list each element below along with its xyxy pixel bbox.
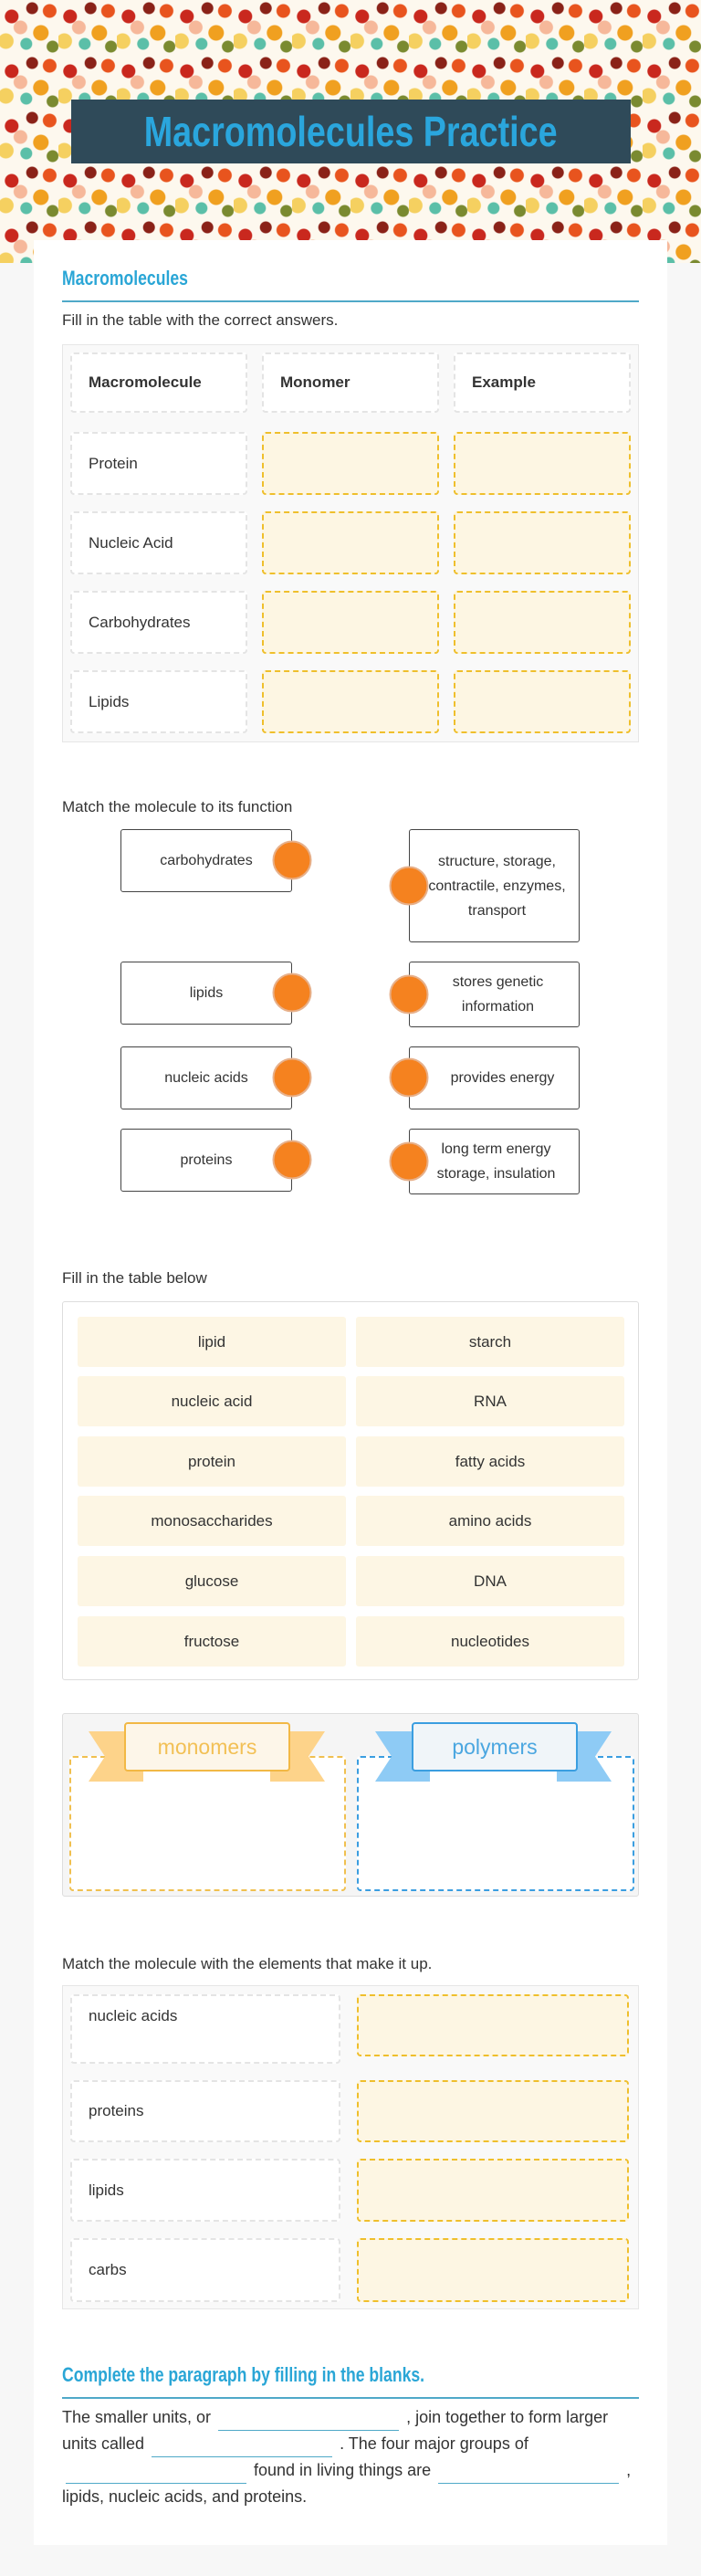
- page-title-banner: [71, 100, 631, 163]
- answer-field[interactable]: [454, 670, 631, 733]
- draggable-item[interactable]: glucose: [78, 1556, 346, 1606]
- blank-input[interactable]: [66, 2464, 246, 2484]
- row-label: Nucleic Acid: [70, 511, 247, 574]
- match-item-right[interactable]: structure, storage, contractile, enzymes, transport: [409, 829, 580, 942]
- connector-dot[interactable]: [273, 1058, 312, 1098]
- paragraph-text: found in living things are: [254, 2461, 432, 2479]
- instruction: Fill in the table below: [62, 1269, 207, 1287]
- blank-input[interactable]: [438, 2464, 619, 2484]
- row-label: nucleic acids: [70, 1994, 340, 2064]
- row-label: Carbohydrates: [70, 591, 247, 654]
- answer-field[interactable]: [454, 511, 631, 574]
- draggable-item[interactable]: nucleic acid: [78, 1376, 346, 1426]
- draggable-item[interactable]: protein: [78, 1436, 346, 1487]
- instruction: Fill in the table with the correct answers.: [62, 311, 339, 329]
- macromolecule-table: [62, 344, 639, 742]
- draggable-item[interactable]: DNA: [356, 1556, 624, 1606]
- answer-field[interactable]: [357, 1994, 629, 2056]
- row-label: carbs: [70, 2238, 340, 2302]
- elements-table: [62, 1985, 639, 2309]
- connector-dot[interactable]: [273, 973, 312, 1013]
- row-label: proteins: [70, 2080, 340, 2142]
- page-title: Macromolecules Practice: [144, 108, 558, 155]
- paragraph-text: The smaller units, or: [62, 2408, 212, 2426]
- section-heading: Complete the paragraph by filling in the blanks.: [62, 2363, 425, 2386]
- connector-dot[interactable]: [390, 1142, 429, 1182]
- answer-field[interactable]: [262, 432, 439, 495]
- monomers-label: monomers: [124, 1722, 290, 1772]
- paragraph-text: , join together to form larger units called: [62, 2408, 609, 2453]
- answer-field[interactable]: [262, 670, 439, 733]
- match-item-left[interactable]: proteins: [120, 1129, 292, 1192]
- draggable-item[interactable]: fructose: [78, 1616, 346, 1667]
- divider: [62, 300, 639, 302]
- draggable-item[interactable]: starch: [356, 1317, 624, 1367]
- match-item-right[interactable]: stores genetic information: [409, 962, 580, 1027]
- answer-field[interactable]: [357, 2080, 629, 2142]
- answer-field[interactable]: [454, 432, 631, 495]
- blank-input[interactable]: [152, 2437, 332, 2457]
- match-item-left[interactable]: carbohydrates: [120, 829, 292, 892]
- draggable-item[interactable]: monosaccharides: [78, 1496, 346, 1546]
- divider: [62, 2397, 639, 2399]
- paragraph-text: , lipids, nucleic acids, and proteins.: [62, 2461, 632, 2506]
- answer-field[interactable]: [262, 511, 439, 574]
- match-item-left[interactable]: nucleic acids: [120, 1046, 292, 1109]
- match-item-right[interactable]: provides energy: [409, 1046, 580, 1109]
- column-header: Macromolecule: [70, 352, 247, 413]
- row-label: Protein: [70, 432, 247, 495]
- instruction: Match the molecule to its function: [62, 798, 293, 815]
- connector-dot[interactable]: [390, 1058, 429, 1098]
- draggable-item[interactable]: lipid: [78, 1317, 346, 1367]
- match-item-left[interactable]: lipids: [120, 962, 292, 1025]
- match-item-right[interactable]: long term energy storage, insulation: [409, 1129, 580, 1194]
- column-header: Monomer: [262, 352, 439, 413]
- draggable-item[interactable]: RNA: [356, 1376, 624, 1426]
- paragraph-text: . The four major groups of: [340, 2434, 528, 2453]
- column-header: Example: [454, 352, 631, 413]
- connector-dot[interactable]: [390, 867, 429, 906]
- connector-dot[interactable]: [273, 1141, 312, 1180]
- answer-field[interactable]: [357, 2159, 629, 2222]
- draggable-item[interactable]: nucleotides: [356, 1616, 624, 1667]
- fill-in-paragraph: [62, 2404, 639, 2510]
- connector-dot[interactable]: [390, 975, 429, 1015]
- answer-field[interactable]: [454, 591, 631, 654]
- instruction: Match the molecule with the elements that make it up.: [62, 1955, 433, 1972]
- category-sort-area: [62, 1713, 639, 1897]
- blank-input[interactable]: [218, 2411, 399, 2431]
- draggable-item[interactable]: fatty acids: [356, 1436, 624, 1487]
- row-label: lipids: [70, 2159, 340, 2222]
- answer-field[interactable]: [262, 591, 439, 654]
- row-label: Lipids: [70, 670, 247, 733]
- item-bank: [62, 1301, 639, 1680]
- draggable-item[interactable]: amino acids: [356, 1496, 624, 1546]
- connector-dot[interactable]: [273, 841, 312, 880]
- section-heading: Macromolecules: [62, 267, 188, 289]
- polymers-label: polymers: [412, 1722, 578, 1772]
- answer-field[interactable]: [357, 2238, 629, 2302]
